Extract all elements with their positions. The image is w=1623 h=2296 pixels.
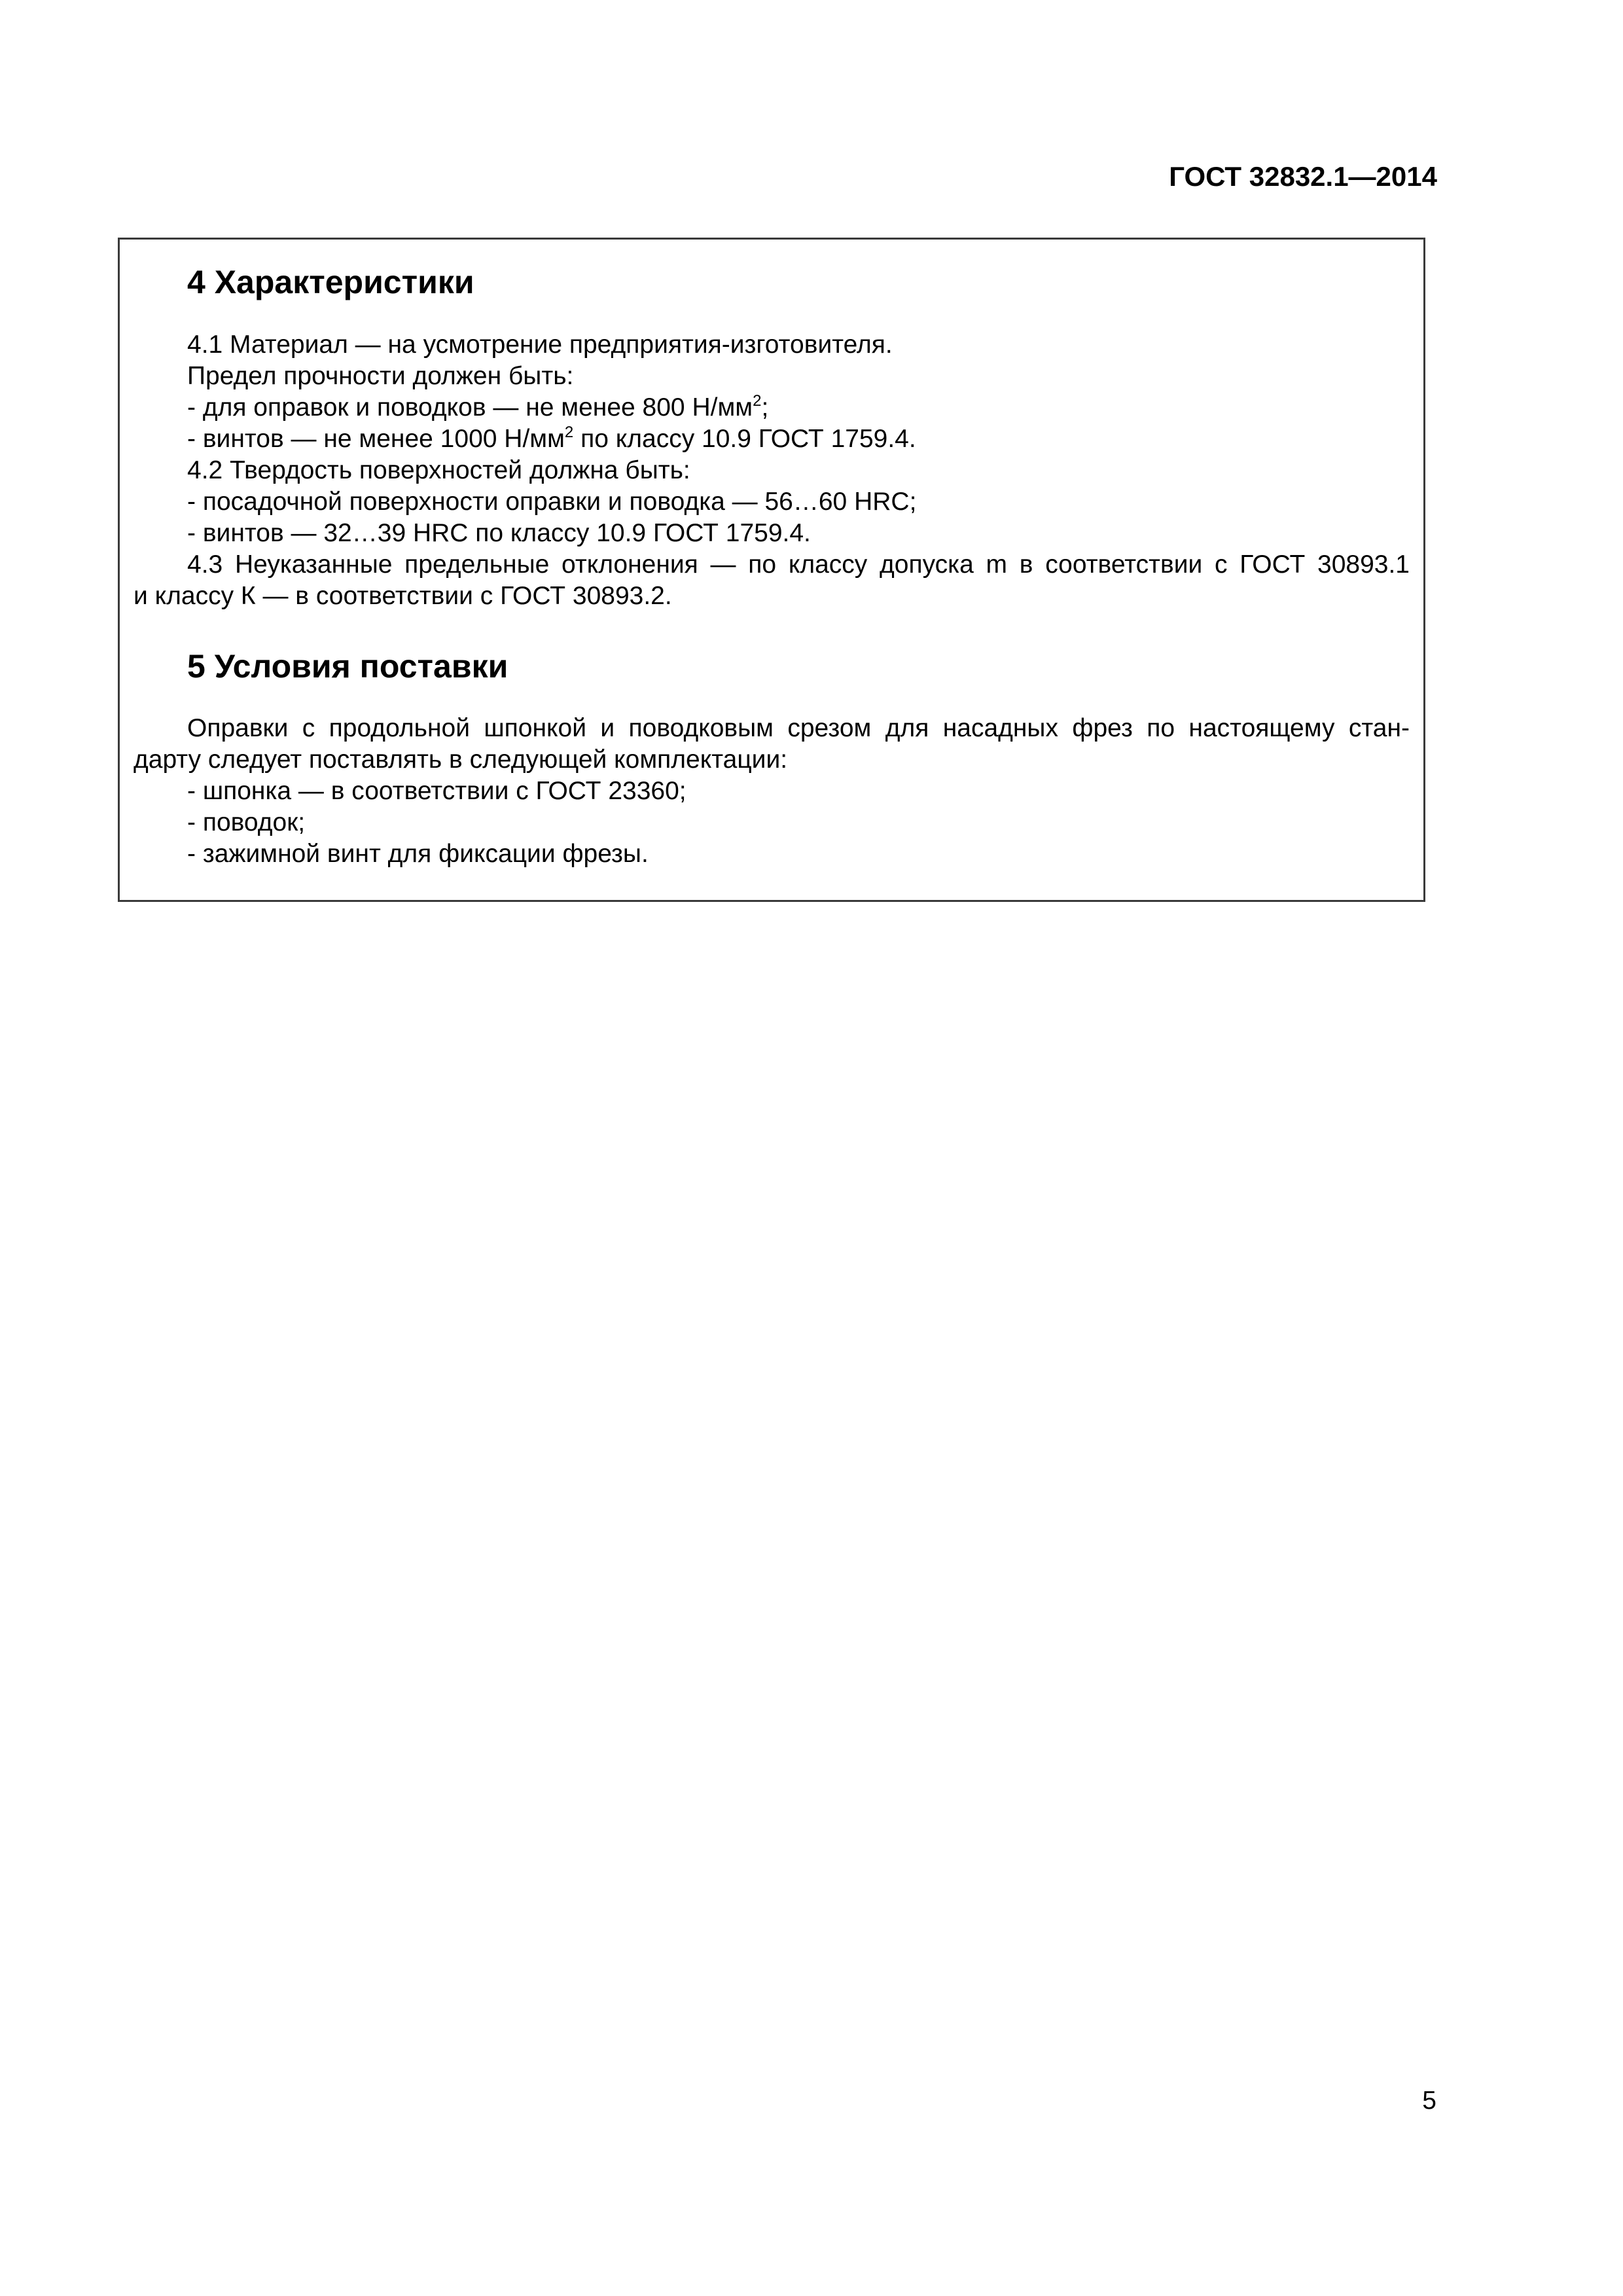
delivery-item-driver: - поводок; (187, 808, 306, 836)
document-code: ГОСТ 32832.1—2014 (1169, 161, 1437, 192)
strength-screws-end: по классу 10.9 ГОСТ 1759.4. (573, 425, 916, 453)
strength-holders (187, 392, 1463, 423)
delivery-intro-line-1: Оправки с продольной шпонкой и поводковым срезом для насадных фрез по настоящему стан- (187, 714, 1410, 742)
strength-screws-text: - винтов — не менее 1000 Н/мм (187, 425, 565, 453)
section-5-heading: 5 Условия поставки (187, 648, 508, 685)
clause-4-2: 4.2 Твердость поверхностей должна быть: (187, 456, 690, 484)
strength-holders-superscript: 2 (753, 392, 762, 410)
strength-screws-superscript: 2 (564, 423, 574, 441)
delivery-item-key: - шпонка — в соответствии с ГОСТ 23360; (187, 777, 687, 805)
clause-4-1: 4.1 Материал — на усмотрение предприятия-изготовителя. (187, 331, 893, 359)
strength-holders-end: ; (761, 393, 769, 422)
hardness-seat: - посадочной поверхности оправки и поводка — 56…60 HRC; (187, 488, 917, 516)
section-4-heading: 4 Характеристики (187, 264, 474, 300)
page-number: 5 (1422, 2087, 1436, 2115)
delivery-intro-line-2: дарту следует поставлять в следующей комплектации: (134, 745, 788, 774)
delivery-item-screw: - зажимной винт для фиксации фрезы. (187, 840, 649, 868)
strength-screws (187, 423, 1463, 455)
clause-4-3-line-2: и классу К — в соответствии с ГОСТ 30893.2. (134, 582, 672, 610)
hardness-screws: - винтов — 32…39 HRC по классу 10.9 ГОСТ 1759.4. (187, 519, 811, 547)
clause-4-3-line-1: 4.3 Неуказанные предельные отклонения — по классу допуска m в соответствии с ГОСТ 30893.1 (187, 550, 1410, 579)
content-frame (118, 238, 1425, 902)
strength-holders-text: - для оправок и поводков — не менее 800 Н/мм (187, 393, 753, 422)
strength-intro: Предел прочности должен быть: (187, 362, 574, 390)
